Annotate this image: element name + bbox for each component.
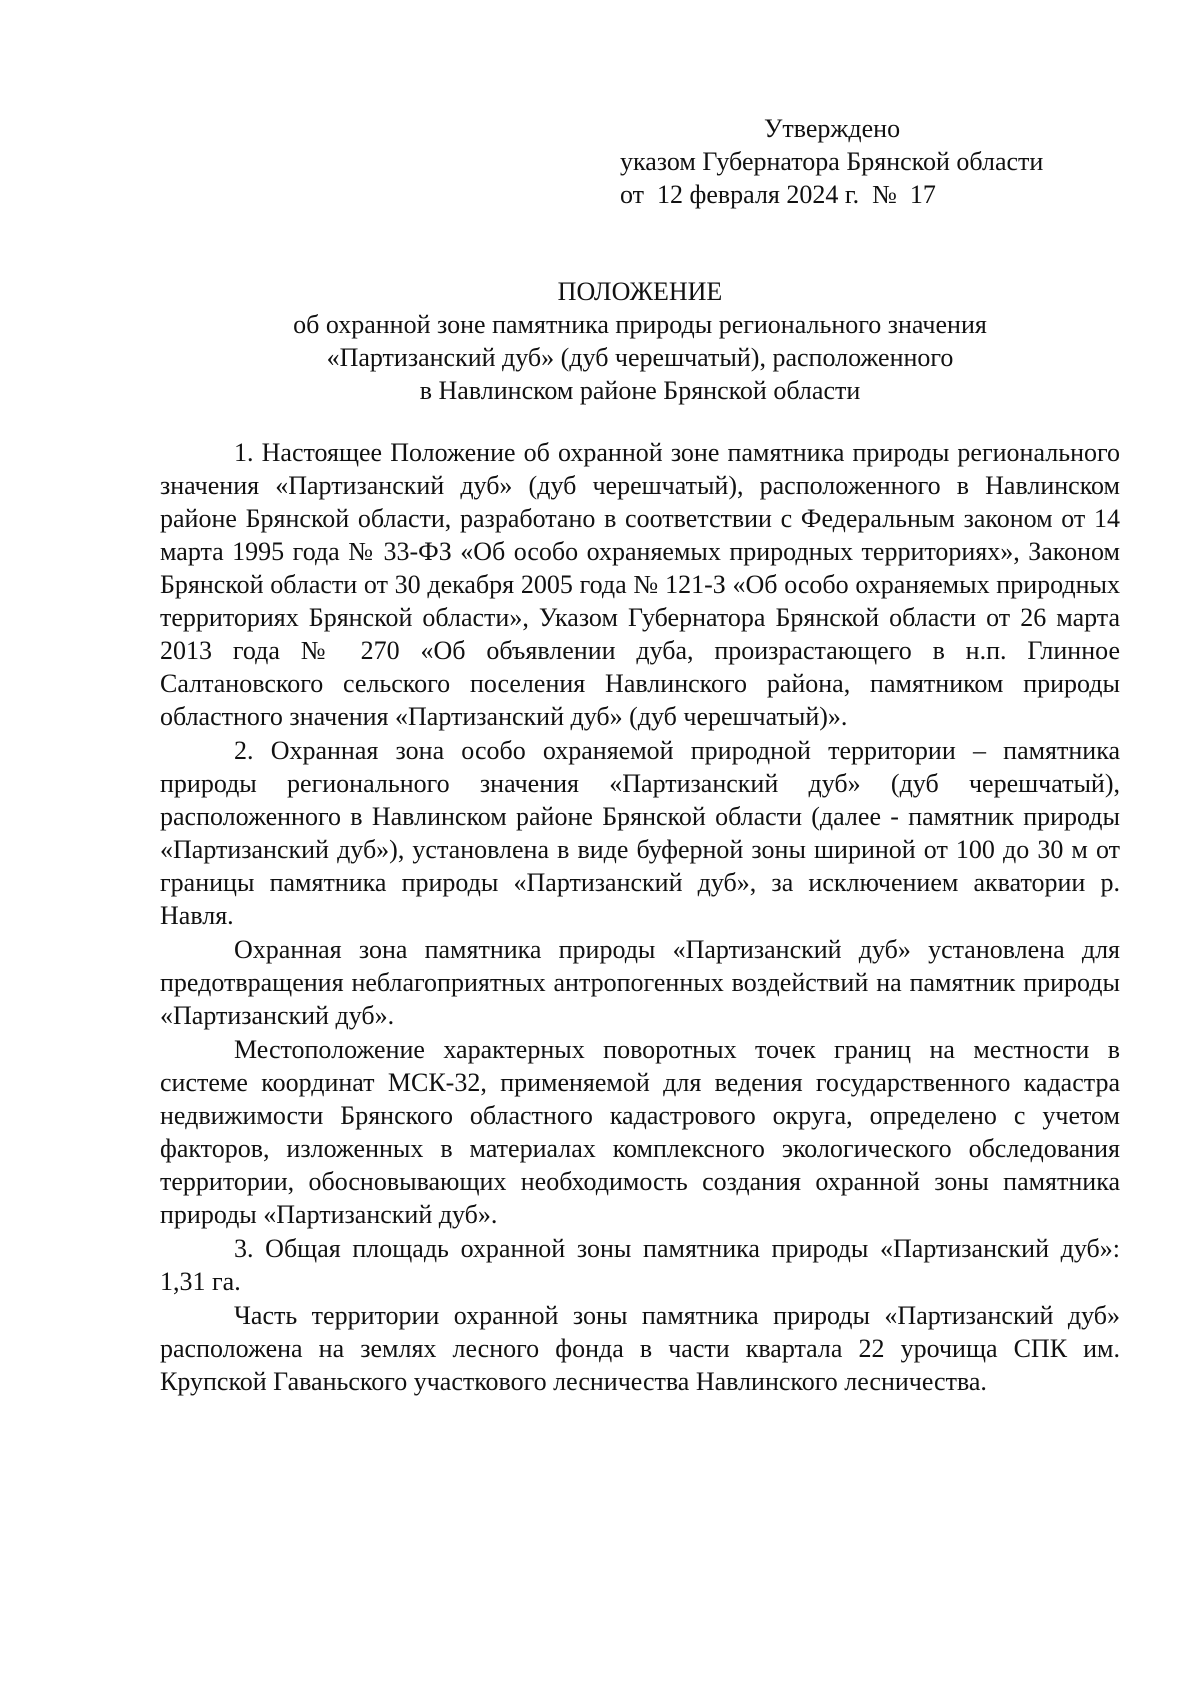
paragraph-4: Местоположение характерных поворотных точек границ на местности в системе координат МСК-32, применяемой для ведения государственного кадастра недвижимости Брянского областного кадастрового округа, определено с учетом факторов, изложенных в материалах комплексного экологического обследования территории, обосновывающих необходимость создания охранной зоны памятника природы «Партизанский дуб». (160, 1035, 1120, 1229)
document-body (160, 436, 1120, 1399)
paragraph-5: 3. Общая площадь охранной зоны памятника природы «Партизанский дуб»: 1,31 га. (160, 1234, 1120, 1296)
title-line-1: об охранной зоне памятника природы регионального значения (293, 310, 987, 339)
approval-stamp (620, 112, 1120, 211)
paragraph-1: 1. Настоящее Положение об охранной зоне памятника природы регионального значения «Партизанский дуб» (дуб черешчатый), расположенного в Навлинском районе Брянской области, разработано в соответствии с Федеральным законом от 14 марта 1995 года № 33-ФЗ «Об особо охраняемых природных территориях», Законом Брянской области от 30 декабря 2005 года № 121-З «Об особо охраняемых природных территориях Брянской области», Указом Губернатора Брянской области от 26 марта 2013 года № 270 «Об объявлении дуба, произрастающего в н.п. Глинное Салтановского сельского поселения Навлинского района, памятником природы областного значения «Партизанский дуб» (дуб черешчатый)». (160, 438, 1120, 731)
document-title (160, 275, 1120, 407)
title-line-3: в Навлинском районе Брянской области (419, 376, 861, 405)
approval-line-approved: Утверждено (764, 114, 901, 143)
approval-line-decree: указом Губернатора Брянской области (620, 147, 1044, 176)
title-heading: ПОЛОЖЕНИЕ (557, 277, 723, 306)
paragraph-6: Часть территории охранной зоны памятника природы «Партизанский дуб» расположена на землях лесного фонда в части квартала 22 урочища СПК им. Крупской Гаваньского участкового лесничества Навлинского лесничества. (160, 1301, 1120, 1396)
title-line-2: «Партизанский дуб» (дуб черешчатый), расположенного (326, 343, 954, 372)
paragraph-3: Охранная зона памятника природы «Партизанский дуб» установлена для предотвращения неблагоприятных антропогенных воздействий на памятник природы «Партизанский дуб». (160, 935, 1120, 1030)
paragraph-2: 2. Охранная зона особо охраняемой природной территории – памятника природы регионального значения «Партизанский дуб» (дуб черешчатый), расположенного в Навлинском районе Брянской области (далее - памятник природы «Партизанский дуб»), установлена в виде буферной зоны шириной от 100 до 30 м от границы памятника природы «Партизанский дуб», за исключением акватории р. Навля. (160, 736, 1120, 930)
approval-line-date: от 12 февраля 2024 г. № 17 (620, 180, 936, 209)
